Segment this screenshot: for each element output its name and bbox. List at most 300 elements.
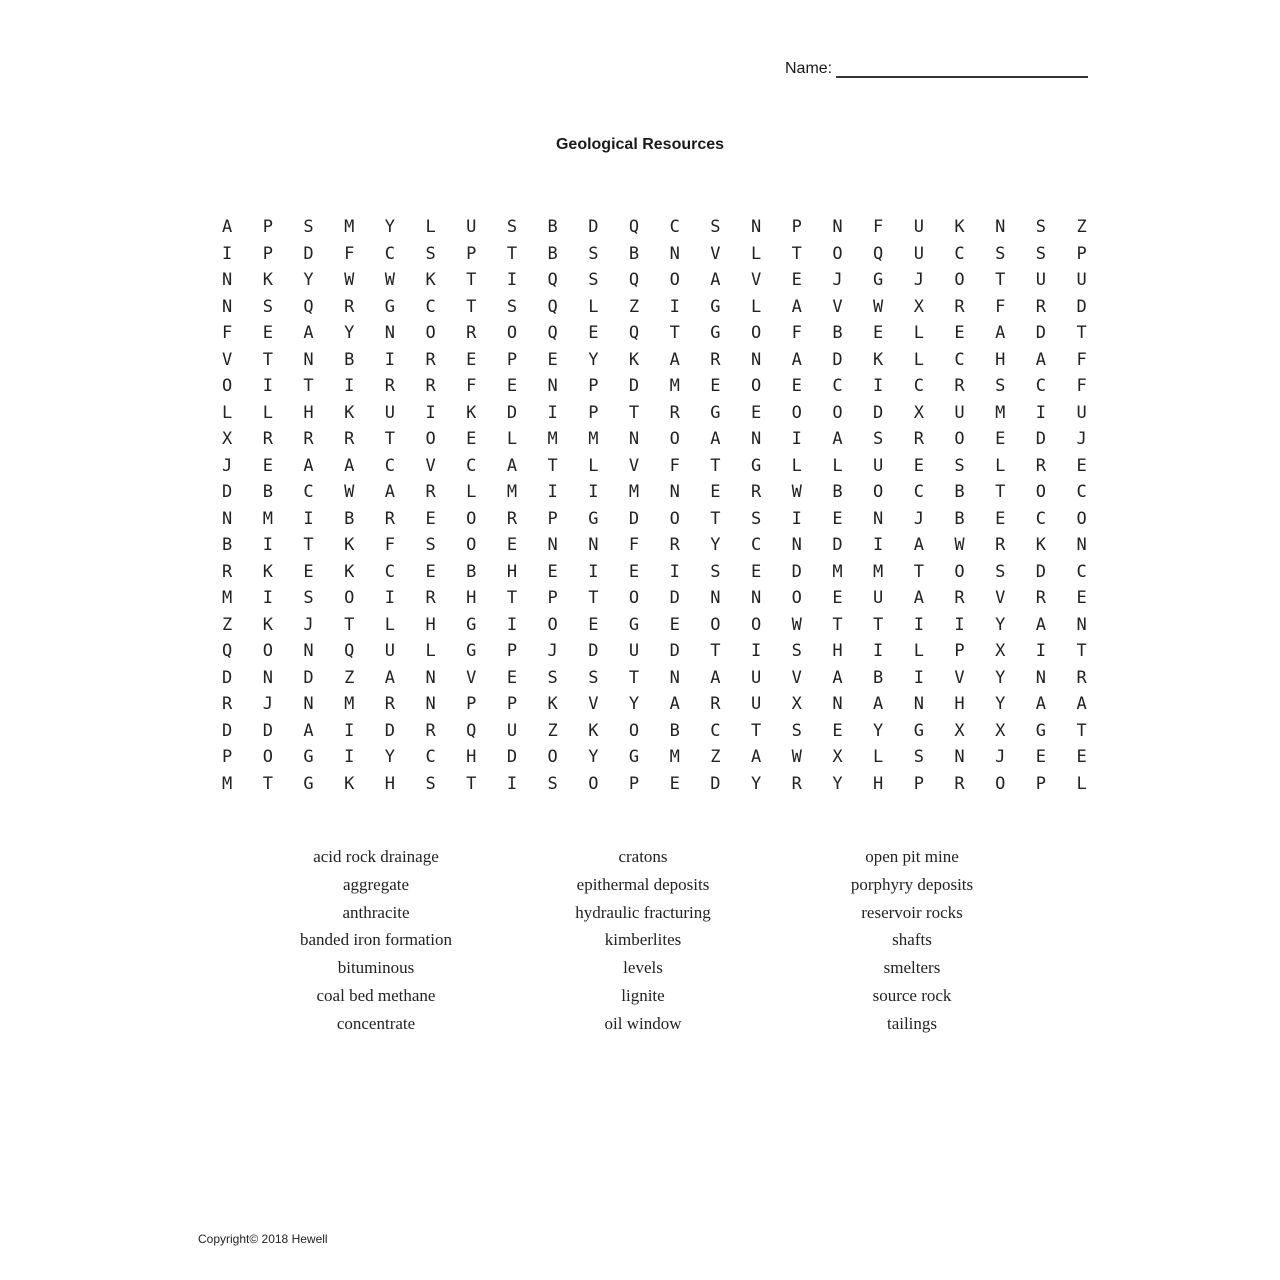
grid-letter: P [506,694,518,715]
grid-letter: Y [832,773,843,794]
grid-letter: J [913,270,924,291]
word-bank-item: shafts [892,930,932,950]
grid-letter: Y [750,773,762,794]
grid-letter: I [262,535,273,556]
grid-letter: Q [628,270,640,291]
grid-letter: M [547,429,558,450]
grid-letter: B [344,508,355,529]
grid-letter: A [1035,694,1046,715]
grid-letter: N [832,217,843,238]
grid-letter: T [628,402,640,423]
grid-letter: V [995,588,1006,609]
grid-letter: D [1035,561,1046,582]
grid-letter: W [344,482,355,503]
grid-letter: A [384,667,395,688]
grid-letter: R [425,588,436,609]
grid-letter: X [954,720,965,741]
grid-letter: T [547,455,558,476]
grid-letter: E [506,667,518,688]
grid-letter: K [344,535,355,556]
grid-letter: A [710,429,721,450]
grid-letter: Z [547,720,558,741]
word-bank-item: levels [623,958,663,978]
grid-letter: F [1076,376,1087,397]
word-bank-item: reservoir rocks [861,902,963,922]
grid-letter: O [954,429,965,450]
grid-letter: T [873,614,884,635]
grid-letter: A [995,323,1006,344]
grid-letter: S [425,535,436,556]
grid-letter: A [669,694,680,715]
grid-letter: M [344,694,355,715]
grid-letter: L [262,402,273,423]
grid-letter: D [303,243,314,264]
grid-letter: R [384,508,395,529]
grid-letter: I [506,614,518,635]
grid-letter: H [466,747,477,768]
grid-letter: R [222,561,233,582]
grid-letter: U [873,588,884,609]
grid-letter: O [791,402,802,423]
grid-letter: C [913,376,924,397]
grid-letter: H [303,402,314,423]
grid-letter: E [832,720,843,741]
word-bank-column-2 [493,843,793,1038]
grid-letter: D [262,720,273,741]
grid-letter: N [425,667,436,688]
grid-letter: A [913,588,924,609]
grid-letter: Q [628,217,640,238]
grid-letter: O [710,614,721,635]
grid-letter: M [873,561,884,582]
grid-letter: W [954,535,965,556]
word-bank-column-3 [762,843,1062,1038]
grid-letter: I [506,270,518,291]
grid-letter: C [669,217,680,238]
grid-letter: I [344,376,355,397]
grid-letter: O [344,588,355,609]
grid-letter: L [384,614,395,635]
word-bank-item: oil window [604,1013,682,1033]
grid-letter: O [832,243,843,264]
grid-row [222,691,1117,718]
grid-letter: N [669,667,680,688]
grid-letter: J [913,508,924,529]
grid-letter: G [466,614,477,635]
grid-letter: H [425,614,436,635]
word-bank-item: epithermal deposits [576,874,710,894]
grid-letter: N [547,535,558,556]
grid-letter: K [547,694,558,715]
grid-letter: N [954,747,965,768]
grid-letter: R [710,349,721,370]
grid-letter: A [384,482,395,503]
grid-letter: D [222,667,233,688]
grid-letter: Y [995,614,1006,635]
grid-letter: G [710,402,721,423]
grid-letter: O [1076,508,1087,529]
grid-letter: A [1035,349,1046,370]
grid-letter: I [1035,641,1046,662]
grid-letter: Y [384,217,395,238]
grid-letter: A [873,694,884,715]
grid-letter: D [588,641,599,662]
grid-letter: S [873,429,884,450]
grid-letter: I [222,243,233,264]
word-search-grid [222,214,1117,797]
grid-letter: D [222,720,233,741]
grid-letter: P [1076,243,1087,264]
grid-letter: S [791,641,802,662]
grid-letter: R [466,323,477,344]
grid-letter: V [628,455,640,476]
grid-letter: K [262,561,273,582]
word-bank-item: acid rock drainage [313,847,439,866]
grid-letter: P [547,508,558,529]
grid-letter: B [954,482,965,503]
grid-letter: I [547,402,558,423]
grid-letter: J [222,455,233,476]
grid-letter: G [710,296,721,317]
grid-row [222,585,1117,612]
grid-letter: K [1035,535,1046,556]
grid-letter: Y [710,535,721,556]
grid-letter: M [628,482,640,503]
grid-letter: R [384,376,395,397]
worksheet-title: Geological Resources [555,136,725,153]
grid-letter: X [832,747,843,768]
grid-letter: J [262,694,273,715]
grid-letter: L [913,323,924,344]
grid-letter: S [547,773,558,794]
grid-row [222,267,1117,294]
grid-letter: T [669,323,680,344]
grid-letter: T [466,773,477,794]
grid-letter: V [425,455,436,476]
grid-letter: N [750,429,762,450]
grid-letter: O [1035,482,1046,503]
grid-letter: E [1076,588,1087,609]
grid-letter: T [710,508,721,529]
grid-letter: E [710,376,721,397]
word-bank-item: coal bed methane [316,985,436,1005]
grid-letter: O [262,747,273,768]
grid-letter: N [303,349,314,370]
grid-letter: P [1035,773,1046,794]
grid-letter: T [710,641,721,662]
grid-letter: Y [344,323,355,344]
grid-letter: C [954,349,965,370]
grid-letter: R [750,482,762,503]
grid-letter: O [750,614,762,635]
grid-row [222,320,1117,347]
grid-letter: N [222,508,233,529]
grid-letter: T [995,482,1006,503]
grid-letter: Q [628,323,640,344]
grid-letter: T [913,561,924,582]
grid-letter: O [750,323,762,344]
grid-letter: B [954,508,965,529]
grid-letter: R [1035,296,1046,317]
grid-letter: I [344,747,355,768]
grid-letter: I [913,614,924,635]
grid-letter: B [344,349,355,370]
grid-letter: E [466,349,477,370]
grid-letter: P [547,588,558,609]
grid-letter: P [466,243,477,264]
grid-letter: R [344,429,355,450]
grid-letter: S [791,720,802,741]
grid-letter: F [222,323,233,344]
grid-letter: H [832,641,843,662]
grid-letter: C [913,482,924,503]
grid-letter: B [628,243,640,264]
grid-letter: J [832,270,843,291]
grid-letter: D [832,535,843,556]
grid-row [222,718,1117,745]
grid-letter: T [262,773,273,794]
grid-letter: E [506,376,518,397]
grid-letter: O [750,376,762,397]
grid-letter: Y [588,747,599,768]
grid-letter: N [262,667,273,688]
grid-letter: T [384,429,395,450]
grid-letter: G [466,641,477,662]
grid-letter: K [425,270,436,291]
grid-letter: R [954,588,965,609]
grid-row [222,479,1117,506]
grid-letter: Q [547,270,558,291]
grid-letter: D [1035,323,1046,344]
word-bank-item: kimberlites [604,930,682,950]
grid-letter: Q [873,243,884,264]
grid-letter: T [262,349,273,370]
grid-letter: S [303,588,314,609]
grid-letter: C [384,455,395,476]
grid-row [222,559,1117,586]
grid-letter: N [628,429,640,450]
grid-letter: Y [995,667,1006,688]
grid-letter: L [466,482,477,503]
grid-letter: E [588,614,599,635]
grid-letter: R [425,376,436,397]
grid-letter: R [344,296,355,317]
grid-letter: C [303,482,314,503]
grid-letter: P [954,641,965,662]
grid-letter: U [628,641,640,662]
grid-row [222,612,1117,639]
grid-letter: Q [344,641,355,662]
grid-letter: I [547,482,558,503]
grid-letter: S [995,561,1006,582]
grid-letter: G [588,508,599,529]
grid-letter: N [710,588,721,609]
grid-letter: X [913,402,924,423]
grid-letter: G [303,773,314,794]
word-bank-item: tailings [886,1013,938,1033]
grid-letter: E [954,323,965,344]
grid-letter: C [384,243,395,264]
grid-letter: D [1035,429,1046,450]
grid-letter: C [1076,482,1087,503]
grid-letter: V [832,296,843,317]
grid-letter: N [750,588,762,609]
grid-row [222,771,1117,798]
grid-letter: D [588,217,599,238]
grid-letter: I [954,614,965,635]
grid-letter: E [791,270,802,291]
grid-letter: R [669,402,680,423]
grid-letter: M [588,429,599,450]
grid-letter: O [954,270,965,291]
grid-letter: K [873,349,884,370]
grid-letter: D [628,376,640,397]
grid-letter: E [873,323,884,344]
grid-letter: L [832,455,843,476]
grid-letter: B [262,482,273,503]
grid-letter: E [750,561,762,582]
grid-row [222,373,1117,400]
grid-letter: H [384,773,395,794]
word-bank-item: banded iron formation [299,930,452,950]
grid-letter: I [913,667,924,688]
grid-letter: A [710,270,721,291]
grid-letter: A [832,667,843,688]
grid-letter: N [547,376,558,397]
grid-letter: N [669,243,680,264]
grid-letter: A [832,429,843,450]
grid-letter: B [832,323,843,344]
grid-letter: Q [547,296,558,317]
grid-letter: R [425,482,436,503]
grid-letter: L [425,217,436,238]
grid-letter: M [222,588,233,609]
grid-letter: S [995,243,1006,264]
grid-letter: S [913,747,924,768]
grid-letter: T [506,243,518,264]
grid-letter: G [913,720,924,741]
grid-letter: F [384,535,395,556]
grid-letter: U [954,402,965,423]
grid-letter: G [1035,720,1046,741]
grid-letter: V [954,667,965,688]
grid-letter: X [913,296,924,317]
word-bank-item: hydraulic fracturing [575,902,711,922]
grid-row [222,638,1117,665]
grid-letter: B [832,482,843,503]
grid-letter: K [344,561,355,582]
grid-letter: C [954,243,965,264]
grid-letter: U [1076,402,1087,423]
grid-letter: D [669,641,680,662]
grid-letter: C [1035,376,1046,397]
grid-letter: O [791,588,802,609]
grid-letter: R [1035,588,1046,609]
grid-letter: Q [222,641,233,662]
grid-letter: R [710,694,721,715]
grid-letter: E [913,455,924,476]
grid-letter: E [1076,747,1087,768]
grid-letter: N [791,535,802,556]
grid-letter: I [669,296,680,317]
grid-letter: U [913,217,924,238]
grid-letter: D [222,482,233,503]
grid-letter: N [303,641,314,662]
word-bank-item: lignite [621,985,665,1005]
grid-letter: U [506,720,518,741]
grid-letter: O [954,561,965,582]
grid-letter: Y [628,694,640,715]
grid-letter: A [303,455,314,476]
grid-letter: W [873,296,884,317]
grid-letter: S [303,217,314,238]
grid-letter: S [588,243,599,264]
grid-letter: R [262,429,273,450]
grid-letter: W [344,270,355,291]
grid-letter: O [588,773,599,794]
grid-letter: F [791,323,802,344]
grid-row [222,241,1117,268]
grid-letter: C [1035,508,1046,529]
grid-letter: E [628,561,640,582]
grid-letter: V [710,243,721,264]
grid-letter: A [791,349,802,370]
grid-letter: P [262,243,273,264]
grid-letter: V [222,349,233,370]
grid-letter: A [506,455,518,476]
grid-letter: O [425,323,436,344]
grid-row [222,400,1117,427]
grid-letter: I [262,376,273,397]
grid-letter: I [506,773,518,794]
grid-letter: L [506,429,518,450]
grid-letter: U [750,667,762,688]
grid-letter: V [588,694,599,715]
grid-letter: P [262,217,273,238]
grid-letter: X [791,694,802,715]
grid-letter: F [466,376,477,397]
grid-letter: A [303,323,314,344]
grid-letter: A [1076,694,1087,715]
grid-letter: N [995,217,1006,238]
grid-letter: H [995,349,1006,370]
grid-letter: S [506,217,518,238]
grid-letter: N [873,508,884,529]
grid-letter: B [873,667,884,688]
grid-letter: A [669,349,680,370]
grid-letter: R [425,720,436,741]
grid-letter: H [506,561,518,582]
grid-letter: O [832,402,843,423]
grid-letter: O [222,376,233,397]
grid-letter: S [262,296,273,317]
grid-letter: M [669,376,680,397]
grid-letter: R [954,376,965,397]
grid-letter: P [506,641,518,662]
grid-letter: R [791,773,802,794]
grid-row [222,426,1117,453]
grid-letter: K [262,270,273,291]
grid-letter: E [1076,455,1087,476]
word-bank-item: source rock [872,985,952,1005]
grid-letter: K [262,614,273,635]
grid-letter: U [384,641,395,662]
grid-letter: T [995,270,1006,291]
grid-letter: E [588,323,599,344]
grid-letter: N [425,694,436,715]
grid-letter: O [466,508,477,529]
grid-letter: K [628,349,640,370]
